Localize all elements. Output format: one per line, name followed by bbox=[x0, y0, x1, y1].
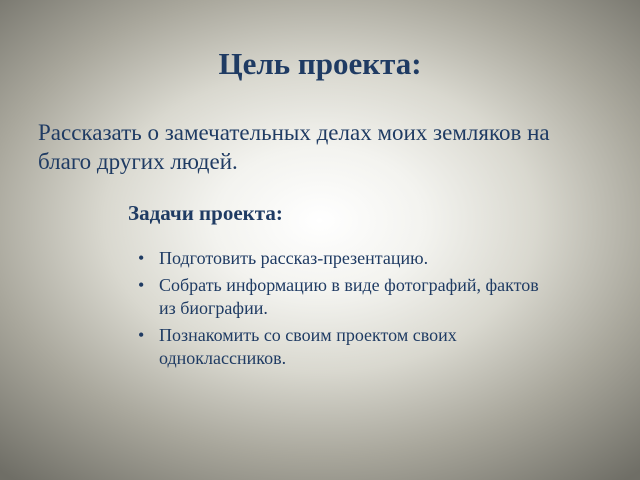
task-text: Подготовить рассказ-презентацию. bbox=[159, 248, 429, 268]
task-item bbox=[138, 274, 558, 320]
bullet-icon: • bbox=[138, 275, 145, 295]
task-text: Познакомить со своим проектом своих одноклассников. bbox=[159, 325, 457, 368]
bullet-icon: • bbox=[138, 248, 145, 268]
tasks-list bbox=[138, 247, 558, 374]
tasks-heading: Задачи проекта: bbox=[128, 201, 283, 225]
slide-title: Цель проекта: bbox=[218, 46, 422, 81]
task-item bbox=[138, 247, 558, 270]
project-goal-text: Рассказать о замечательных делах моих земляков на благо других людей. bbox=[38, 120, 550, 174]
task-text: Собрать информацию в виде фотографий, фактов из биографии. bbox=[159, 275, 539, 318]
task-item bbox=[138, 324, 558, 370]
bullet-icon: • bbox=[138, 325, 145, 345]
